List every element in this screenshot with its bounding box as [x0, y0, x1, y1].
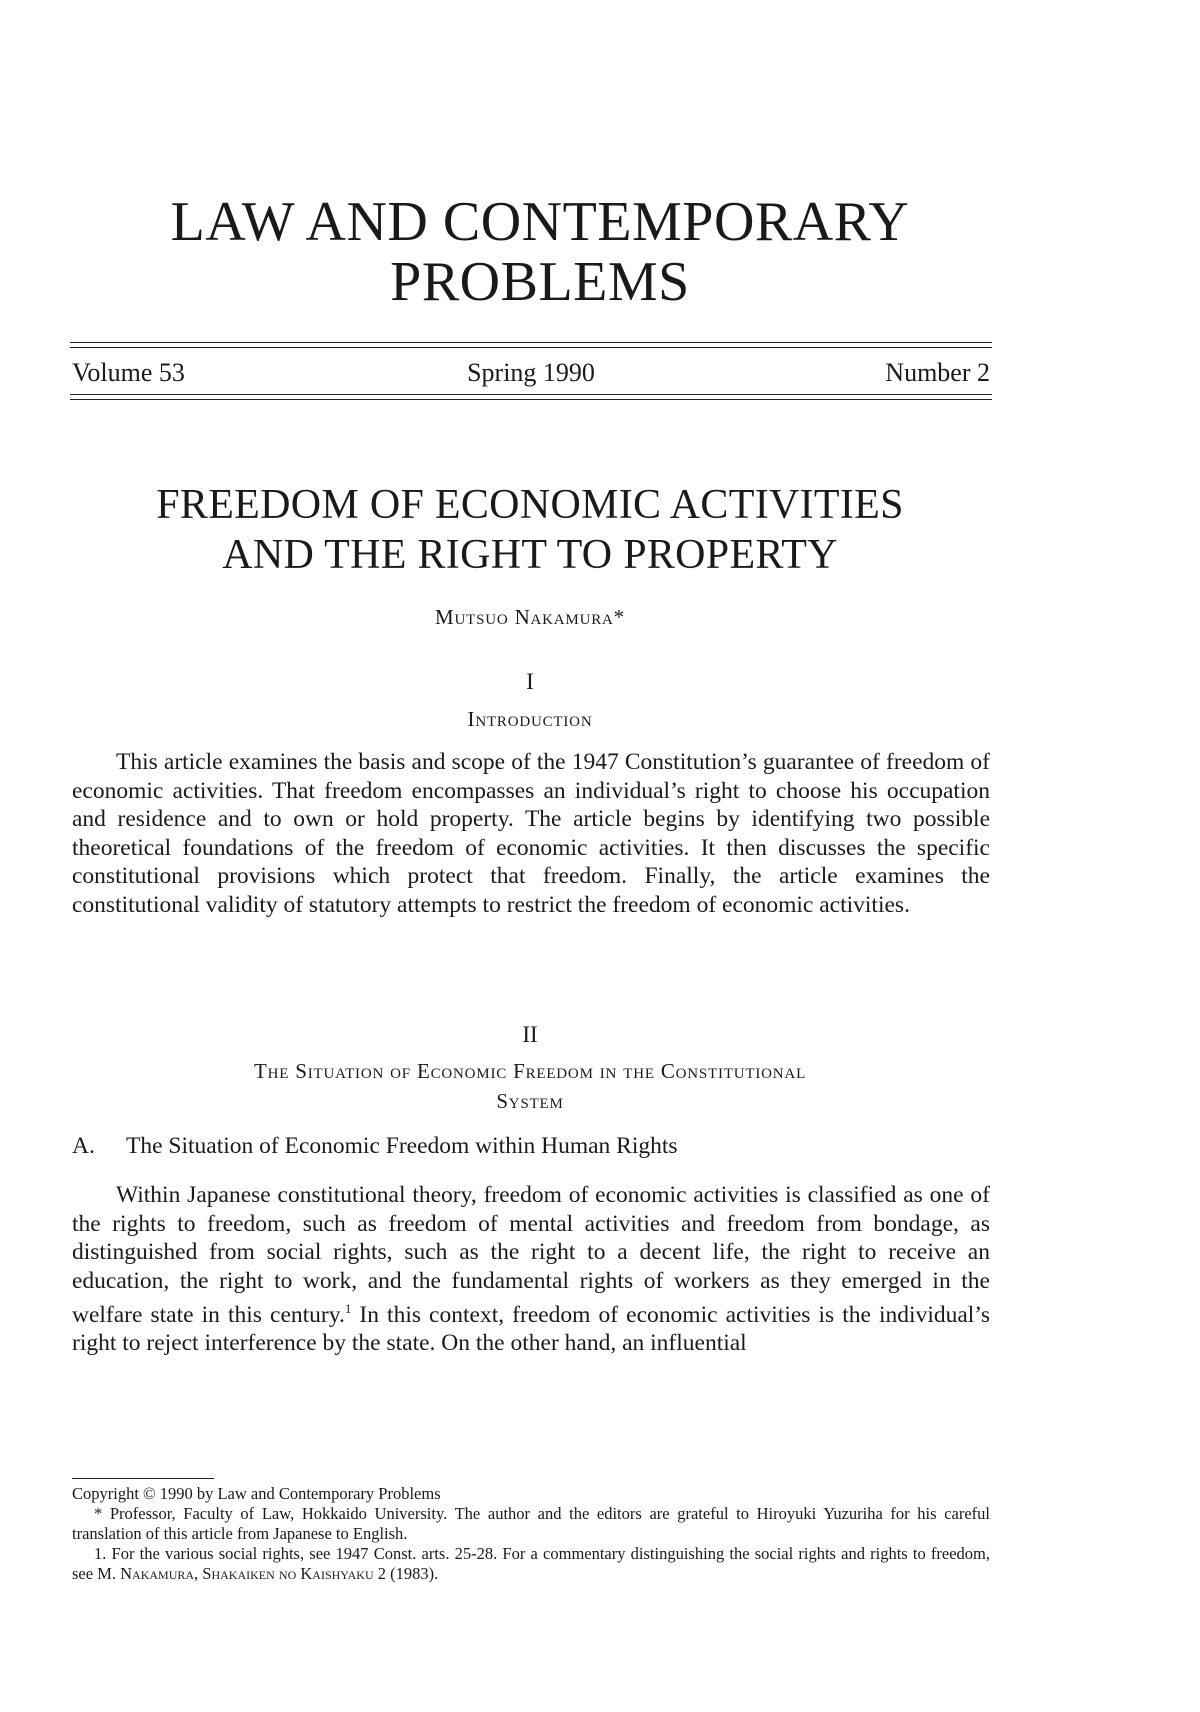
paragraph-text: In this context, freedom of economic activities is the individual’s right to reject interference by the state. On the other hand, an influential: [72, 1301, 990, 1357]
header-rule-bottom-thin: [70, 394, 992, 395]
section-number: II: [522, 1022, 538, 1047]
subsection-heading: [72, 1133, 990, 1160]
footnote-1-author: Nakamura: [120, 1564, 195, 1583]
footnotes: [72, 1484, 990, 1584]
volume-label: Volume 53: [72, 358, 185, 387]
journal-title: [70, 192, 1010, 312]
article-title-line2: AND THE RIGHT TO PROPERTY: [222, 532, 838, 578]
footnote-1-book: Shakaiken no Kaishyaku: [202, 1564, 374, 1583]
article-title: [70, 480, 990, 580]
article-title-line1: FREEDOM OF ECONOMIC ACTIVITIES: [156, 482, 904, 528]
header-rule-top-thin: [70, 347, 992, 348]
paragraph-text: Within Japanese constitutional theory, freedom of economic activities is classified as one of the rights to freedom, such as freedom of mental activities and freedom from bondage, as distinguished from social rights, such as the right to a decent life, the right to receive an education, the right to work, and the fundamental rights of workers as they emerged in the welfare state in this century.: [72, 1182, 990, 1328]
body-paragraph: [72, 1181, 990, 1358]
footnote-1: [72, 1544, 990, 1584]
section-heading-line1: The Situation of Economic Freedom in the Constitutional: [253, 1059, 807, 1083]
author-footnote: * Professor, Faculty of Law, Hokkaido University. The author and the editors are grateful to Hiroyuki Yuzuriha for his careful translation of this article from Japanese to English.: [72, 1504, 990, 1543]
body-paragraph: This article examines the basis and scope of the 1947 Constitution’s guarantee of freedom of economic activities. That freedom encompasses an individual’s right to choose his occupation and residence and to own or hold property. The article begins by identifying two possible theoretical foundations of the freedom of economic activities. It then discusses the specific constitutional provisions which protect that freedom. Finally, the article examines the constitutional validity of statutory attempts to restrict the freedom of economic activities.: [72, 749, 990, 918]
section-heading-line2: System: [496, 1089, 564, 1113]
header-rule-bottom: [70, 399, 992, 400]
subsection-letter: A.: [72, 1133, 95, 1159]
journal-title-line2: PROBLEMS: [390, 251, 690, 313]
section-heading: Introduction: [467, 707, 593, 731]
number-label: Number 2: [885, 358, 990, 387]
footnote-ref: 1: [344, 1301, 352, 1316]
footnote-rule: [72, 1478, 214, 1479]
header-rule-top: [70, 342, 992, 343]
copyright-notice: Copyright © 1990 by Law and Contemporary Problems: [72, 1484, 441, 1503]
footnote-1-cite: 2 (1983).: [373, 1564, 439, 1583]
journal-title-line1: LAW AND CONTEMPORARY: [170, 191, 910, 253]
season-label: Spring 1990: [467, 358, 595, 387]
issue-info: [72, 355, 990, 391]
subsection-title: The Situation of Economic Freedom within Human Rights: [126, 1133, 678, 1159]
section-number: I: [526, 669, 534, 694]
footnote-1-sep: ,: [194, 1564, 203, 1583]
section-heading: [70, 1056, 990, 1116]
author-name: Mutsuo Nakamura*: [435, 605, 625, 629]
footnote-1-text: 1. For the various social rights, see 1947 Const. arts. 25-28. For a commentary distinguishing the social rights and rights to freedom, see M.: [72, 1544, 990, 1583]
